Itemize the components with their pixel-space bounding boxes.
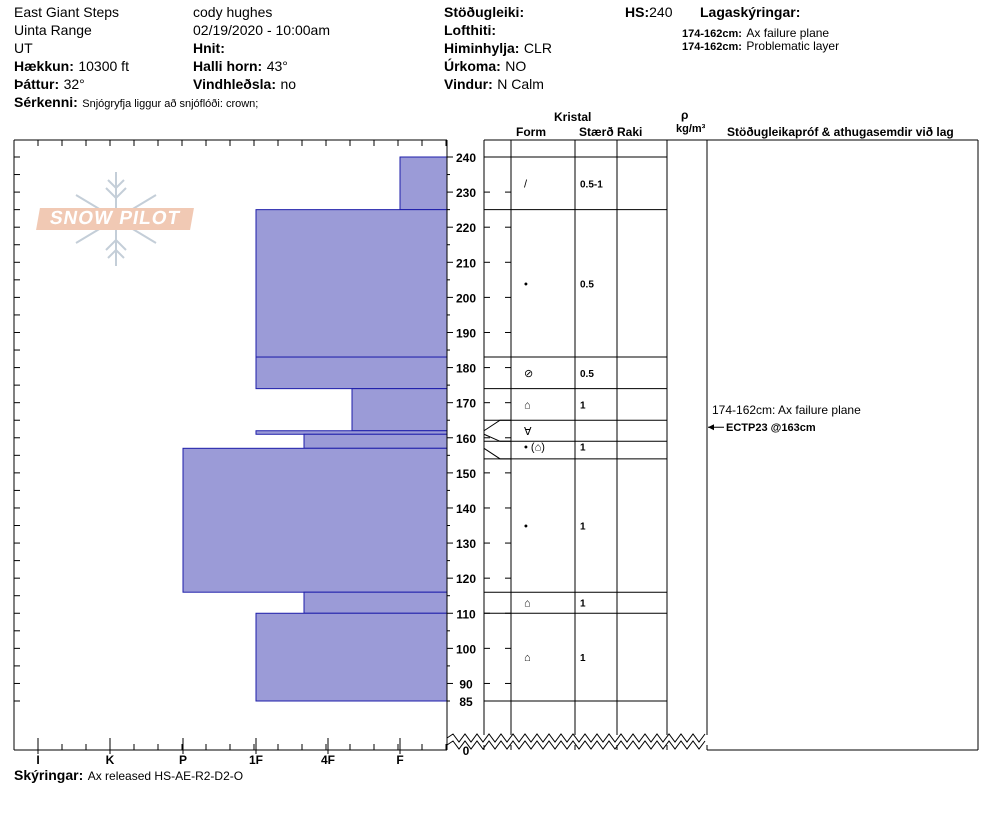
- aspect-label: Þáttur:: [14, 76, 60, 92]
- break-zigzag: [447, 734, 705, 742]
- grain-form-symbol: ⌂: [524, 597, 531, 610]
- height-tick-label: 150: [455, 466, 477, 481]
- height-tick-label: 210: [455, 256, 477, 271]
- grain-form-symbol: ⊘: [524, 367, 534, 380]
- break-zigzag: [447, 741, 705, 749]
- precip-value: NO: [505, 58, 527, 74]
- density-unit-header: kg/m³: [676, 123, 706, 135]
- grain-form-symbol: /: [524, 178, 528, 191]
- logo-wordmark: SNOW PILOT: [36, 208, 194, 230]
- grain-form-symbol: ⌂: [524, 399, 531, 412]
- height-tick-label: 180: [455, 361, 477, 376]
- layer-note-text: Ax failure plane: [746, 26, 830, 40]
- slope-value: 43°: [266, 58, 288, 74]
- wind-loading-value: no: [280, 76, 297, 92]
- hs-value: 240: [649, 4, 673, 20]
- hardness-tick-label: I: [36, 753, 40, 767]
- height-tick-label: 200: [455, 291, 477, 306]
- layer-note-range: 174-162cm:: [682, 41, 742, 53]
- elevation-value: 10300 ft: [78, 58, 129, 74]
- footer-notes: [14, 768, 243, 784]
- grain-size-value: 1: [580, 442, 586, 454]
- crystal-header: Kristal: [554, 110, 592, 124]
- hardness-bar: [304, 592, 447, 613]
- tests-header: Stöðugleikapróf & athugasemdir við lag: [727, 125, 954, 139]
- hardness-bar: [256, 431, 447, 435]
- form-header: Form: [516, 125, 546, 139]
- height-tick-label: 230: [455, 186, 477, 201]
- height-tick-label: 140: [455, 501, 477, 516]
- height-tick-label: 170: [455, 396, 477, 411]
- slope-label: Halli horn:: [193, 58, 263, 74]
- height-tick-label: 160: [455, 431, 477, 446]
- hardness-bar: [352, 389, 447, 431]
- grain-form-symbol: •: [524, 520, 528, 533]
- test-result-arrowhead: [708, 424, 714, 430]
- hardness-bar: [400, 157, 447, 210]
- observer-name: cody hughes: [193, 4, 273, 20]
- size-header: Stærð: [579, 125, 614, 139]
- grain-form-symbol: ⌂: [524, 652, 531, 665]
- grain-size-value: 0.5: [580, 279, 594, 291]
- footer-notes-label: Skýringar:: [14, 767, 84, 783]
- height-tick-label: 110: [456, 607, 476, 622]
- grain-form-symbol: • (⌂): [524, 441, 545, 454]
- location-name: East Giant Steps: [14, 4, 120, 20]
- boundary-connector: [484, 448, 511, 459]
- hardness-bar: [183, 448, 447, 592]
- aspect-value: 32°: [63, 76, 85, 92]
- grain-size-value: 1: [580, 400, 586, 412]
- air-temp-label: Lofthiti:: [444, 22, 497, 38]
- grain-form-symbol: ∀: [524, 425, 532, 438]
- test-result-annotation: ECTP23 @163cm: [726, 422, 816, 434]
- wind-label: Vindur:: [444, 76, 493, 92]
- sky-value: CLR: [523, 40, 552, 56]
- height-tick-label: 190: [455, 326, 477, 341]
- height-tick-label: 120: [455, 572, 477, 587]
- moisture-header: Raki: [617, 125, 643, 139]
- height-tick-label: 0: [462, 744, 470, 758]
- state-name: UT: [14, 40, 33, 56]
- rho-header: ρ: [681, 108, 689, 122]
- boundary-connector: [484, 420, 511, 431]
- wind-loading-label: Vindhleðsla:: [193, 76, 276, 92]
- snowpilot-logo: [36, 170, 196, 270]
- grain-size-value: 0.5: [580, 368, 594, 380]
- grain-size-value: 1: [580, 521, 586, 533]
- hardness-bar: [256, 357, 447, 389]
- range-name: Uinta Range: [14, 22, 92, 38]
- layer-note-text: Problematic layer: [746, 39, 840, 53]
- hs-label: HS:: [625, 4, 650, 20]
- hardness-tick-label: K: [105, 753, 115, 767]
- hardness-bar: [256, 613, 447, 701]
- height-tick-label: 85: [459, 695, 473, 709]
- grain-size-value: 1: [580, 653, 586, 665]
- grain-size-value: 1: [580, 598, 586, 610]
- features-label: Sérkenni:: [14, 94, 78, 110]
- hardness-bar: [304, 434, 447, 448]
- grain-size-value: 0.5-1: [580, 179, 603, 191]
- hardness-tick-label: 1F: [248, 753, 264, 767]
- height-tick-label: 240: [455, 151, 477, 165]
- hardness-tick-label: P: [178, 753, 188, 767]
- height-tick-label: 100: [455, 642, 477, 657]
- footer-notes-value: Ax released HS-AE-R2-D2-O: [87, 769, 244, 783]
- hardness-bar: [256, 210, 447, 357]
- observation-datetime: 02/19/2020 - 10:00am: [193, 22, 330, 38]
- height-tick-label: 130: [455, 537, 477, 552]
- precip-label: Úrkoma:: [444, 58, 501, 74]
- grain-form-symbol: •: [524, 278, 528, 291]
- layer-notes-title: Lagaskýringar:: [700, 4, 801, 20]
- hardness-tick-label: F: [396, 753, 404, 767]
- layer-note-range: 174-162cm:: [682, 28, 742, 40]
- sky-label: Himinhylja:: [444, 40, 520, 56]
- features-value: Snjógryfja liggur að snjóflóði: crown;: [82, 98, 259, 110]
- height-tick-label: 90: [459, 677, 473, 692]
- hardness-tick-label: 4F: [320, 753, 336, 767]
- stability-label: Stöðugleiki:: [444, 4, 525, 20]
- elevation-label: Hækkun:: [14, 58, 74, 74]
- height-tick-label: 220: [455, 221, 477, 236]
- wind-value: N Calm: [497, 76, 544, 92]
- layer-annotation: 174-162cm: Ax failure plane: [712, 403, 861, 417]
- coords-label: Hnit:: [193, 40, 225, 56]
